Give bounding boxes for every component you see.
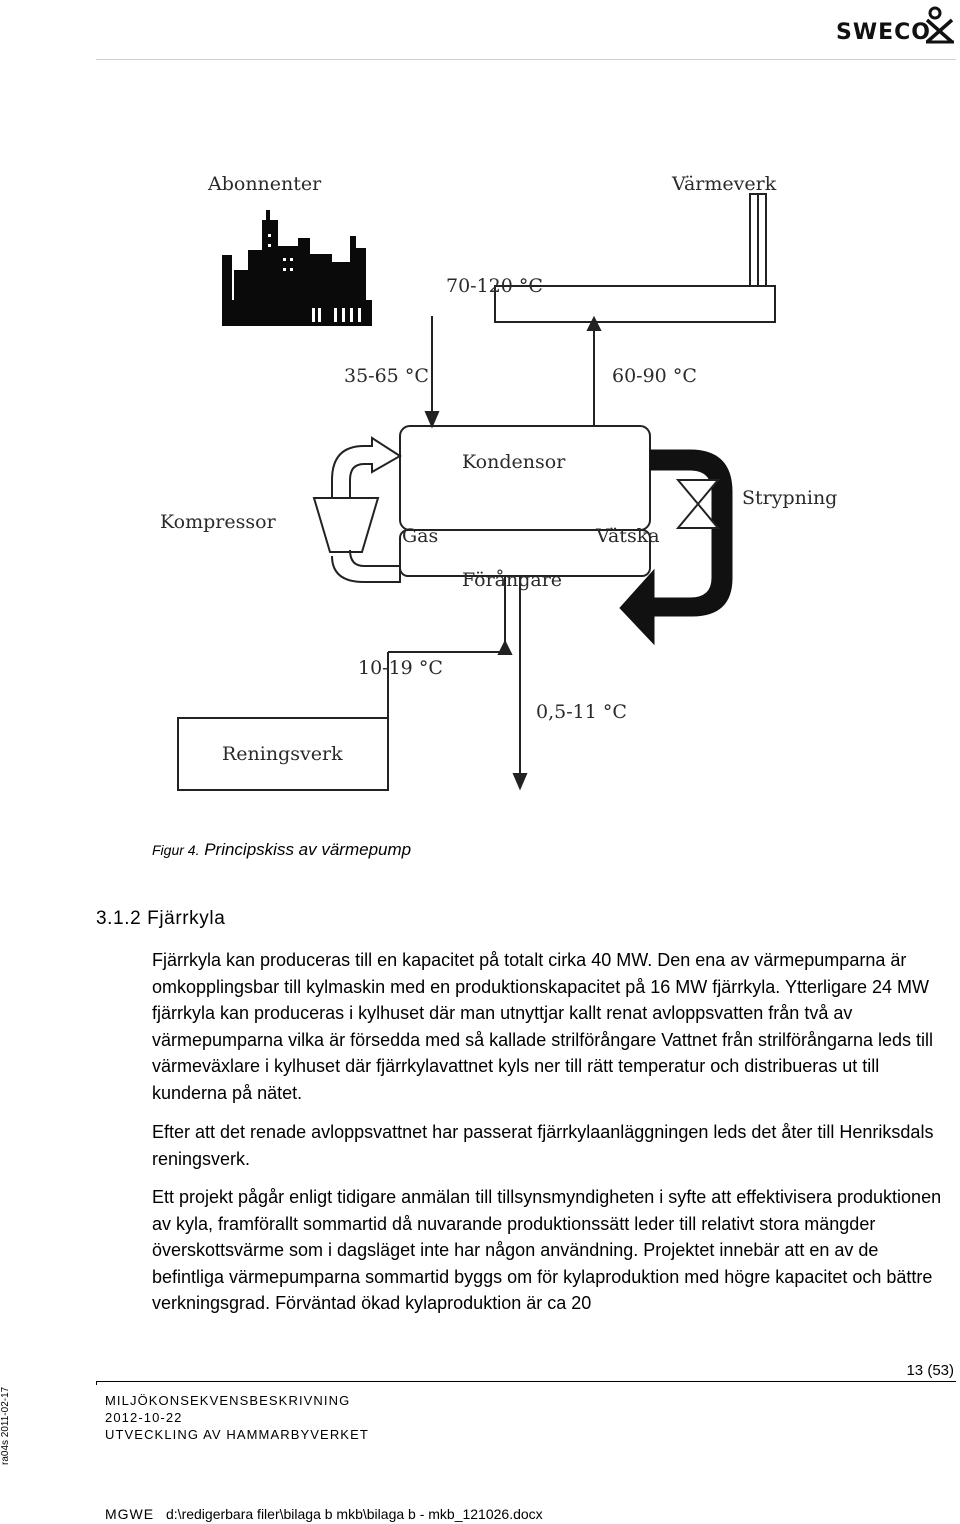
label-kondensor: Kondensor: [462, 451, 566, 473]
gas-loop-arrow: [332, 438, 400, 582]
label-temp-plant: 60-90 °C: [612, 365, 697, 387]
label-temp-supply: 70-120 °C: [446, 275, 543, 297]
label-temp-sewage-out: 0,5-11 °C: [536, 701, 627, 723]
sweco-logo: [832, 6, 956, 46]
condenser-box: [400, 426, 650, 530]
label-kompressor: Kompressor: [160, 511, 276, 533]
footer-file-path: d:\redigerbara filer\bilaga b mkb\bilaga b - mkb_121026.docx: [166, 1506, 543, 1522]
label-gas: Gas: [402, 525, 439, 547]
compressor-icon: [314, 498, 378, 552]
sweco-logo-icon: [924, 6, 956, 44]
header-rule: [96, 59, 956, 60]
section-heading: 3.1.2 Fjärrkyla: [96, 908, 226, 929]
footer-ref: MGWE: [105, 1506, 155, 1522]
heat-pump-diagram: [150, 150, 850, 800]
label-reningsverk: Reningsverk: [222, 743, 343, 765]
paragraph-3: Ett projekt pågår enligt tidigare anmälan till tillsynsmyndigheten i syfte att effektivisera produktionen av kyla, framförallt sommartid då nuvarande produktionssätt leder till relativt stora mängder överskottsvärme som i dagsläget inte har någon användning. Projektet innebär att en av de befintliga värmepumparna sommartid byggs om för kylaproduktion med högre kapacitet och bättre verkningsgrad. Förväntad ökad kylaproduktion är ca 20: [152, 1187, 942, 1313]
footer-rule: [96, 1381, 956, 1382]
label-abonnenter: Abonnenter: [208, 173, 322, 195]
figure-number: Figur 4.: [152, 842, 200, 858]
footer-path: [105, 1506, 543, 1522]
logo-text: SWECO: [836, 20, 931, 45]
label-varmeverk: Värmeverk: [672, 173, 777, 195]
label-strypning: Strypning: [742, 487, 838, 509]
label-forangare: Förångare: [462, 569, 563, 591]
footer-project: UTVECKLING AV HAMMARBYVERKET: [105, 1427, 369, 1442]
footer-date: 2012-10-22: [105, 1410, 183, 1425]
page-number: 13 (53): [906, 1362, 954, 1379]
label-vatska: Vätska: [596, 525, 660, 547]
footer-doc-type: MILJÖKONSEKVENSBESKRIVNING: [105, 1393, 351, 1408]
side-template-code: ra04s 2011-02-17: [0, 1386, 11, 1465]
paragraph-2: Efter att det renade avloppsvattnet har passerat fjärrkylaanläggningen leds det åter till Henriksdals reningsverk.: [152, 1122, 934, 1169]
heating-plant-icon: [495, 194, 775, 322]
label-temp-sewage-in: 10-19 °C: [358, 657, 443, 679]
city-skyline-icon: [222, 210, 372, 326]
footer-rule-tick: [96, 1381, 97, 1385]
figure-caption: [152, 840, 411, 860]
label-temp-return: 35-65 °C: [344, 365, 429, 387]
figure-caption-text: Principskiss av värmepump: [204, 840, 412, 859]
paragraph-1: Fjärrkyla kan produceras till en kapacitet på totalt cirka 40 MW. Den ena av värmepumparna är omkopplingsbar till kylmaskin med en produktionskapacitet på 16 MW fjärrkyla. Ytterligare 24 MW fjärrkyla kan produceras i kylhuset där man utnyttjar kallt renat avloppsvatten från två av värmepumparna vilka är försedda med så kallade strilförångare Vattnet från strilförångarna leds till värmeväxlare i kylhuset där fjärrkylavattnet kyls ner till rätt temperatur och distribueras ut till kunderna på nätet.: [152, 950, 934, 1103]
